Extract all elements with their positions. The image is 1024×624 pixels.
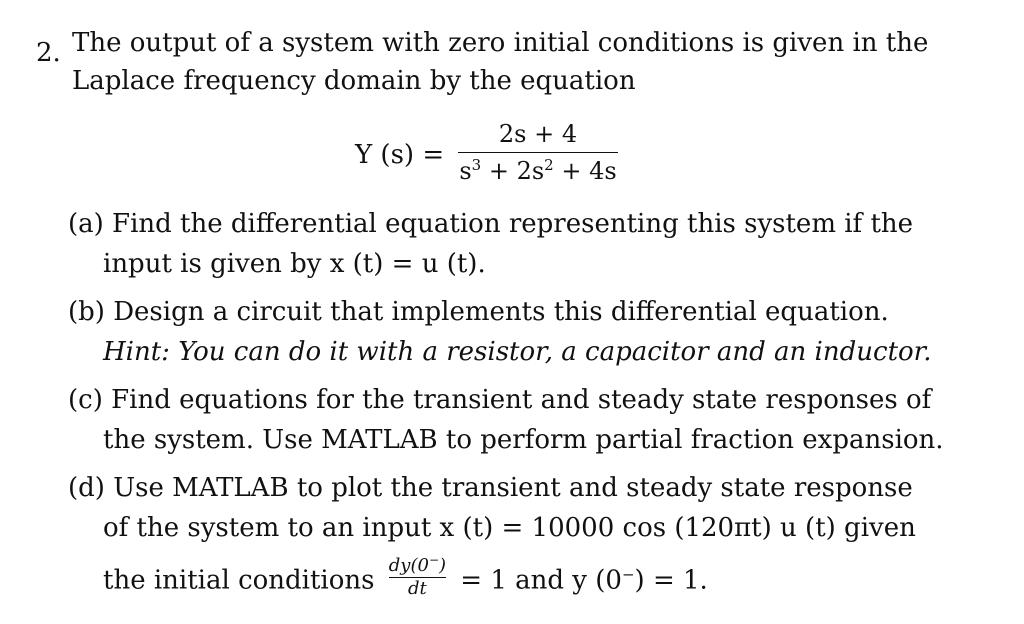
derivative-numerator	[388, 553, 447, 576]
part-a-line-2: input is given by x (t) = u (t).	[103, 249, 486, 279]
initial-conditions-values: = 1 and y (0	[460, 565, 622, 596]
part-c-line-2: the system. Use MATLAB to perform partial fraction expansion.	[103, 425, 944, 455]
equation-denominator	[458, 157, 618, 185]
equation-lhs: Y (s) =	[355, 140, 445, 170]
part-b-line-1: (b) Design a circuit that implements this differential equation.	[68, 297, 889, 327]
deriv-num-close: )	[439, 555, 447, 576]
equation-numerator: 2s + 4	[498, 120, 578, 148]
denominator-exponent: 3	[471, 156, 482, 174]
denominator-term: s	[459, 157, 472, 185]
initial-conditions-end: ) = 1.	[634, 565, 708, 596]
problem-number: 2.	[36, 38, 61, 68]
part-a-line-1: (a) Find the differential equation representing this system if the	[68, 209, 914, 239]
deriv-num-sup: −	[428, 553, 439, 567]
part-d-line-3	[103, 553, 708, 603]
derivative-fraction	[388, 553, 447, 599]
denominator-term: + 4s	[553, 157, 617, 185]
derivative-denominator: dt	[408, 578, 427, 599]
deriv-num-text: dy(0	[388, 555, 429, 576]
denominator-term: + 2s	[481, 157, 545, 185]
intro-line-1: The output of a system with zero initial conditions is given in the	[72, 28, 929, 58]
initial-conditions-label: the initial conditions	[103, 565, 375, 596]
transfer-equation	[355, 118, 655, 198]
part-d-line-1: (d) Use MATLAB to plot the transient and steady state response	[68, 473, 913, 503]
intro-line-2: Laplace frequency domain by the equation	[72, 66, 636, 96]
part-c-line-1: (c) Find equations for the transient and steady state responses of	[68, 385, 932, 415]
part-b-hint: Hint: You can do it with a resistor, a capacitor and an inductor.	[103, 337, 932, 367]
fraction-bar	[458, 152, 618, 153]
denominator-exponent: 2	[544, 156, 554, 174]
equation-fraction	[458, 118, 618, 185]
part-d-line-2: of the system to an input x (t) = 10000 cos (120πt) u (t) given	[103, 513, 916, 543]
initial-conditions-sup: −	[621, 565, 635, 584]
